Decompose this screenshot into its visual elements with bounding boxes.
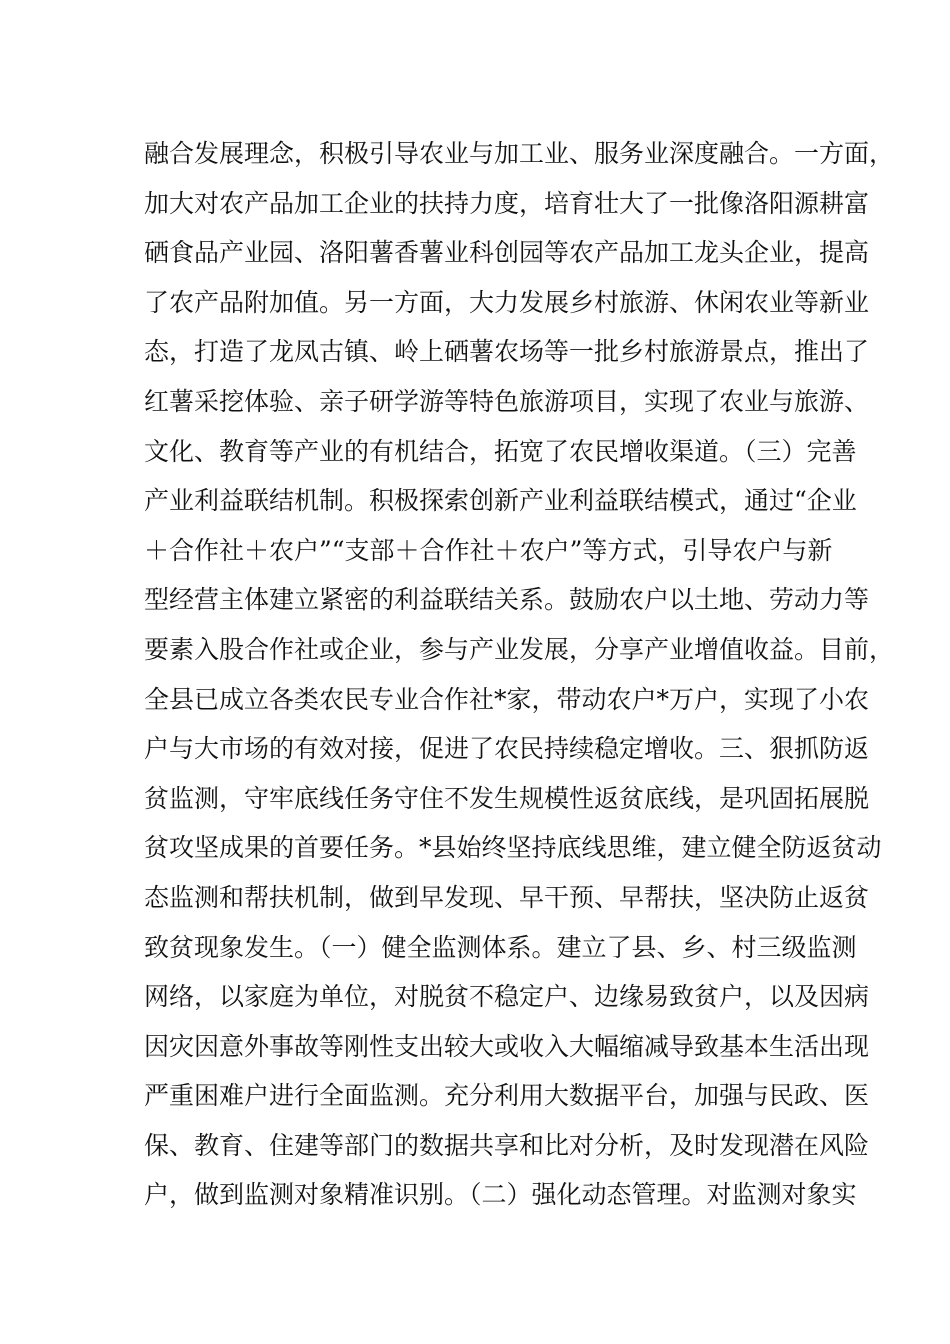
text-line: 型经营主体建立紧密的利益联结关系。鼓励农户以土地、劳动力等 [144,585,870,615]
text-line: 了农产品附加值。另一方面，大力发展乡村旅游、休闲农业等新业 [144,287,870,317]
text-line: 贫攻坚成果的首要任务。*县始终坚持底线思维，建立健全防返贫动 [144,833,882,863]
body-text [144,129,895,1220]
text-line: 态监测和帮扶机制，做到早发现、早干预、早帮扶，坚决防止返贫 [144,882,870,912]
text-line: 硒食品产业园、洛阳薯香薯业科创园等农产品加工龙头企业，提高 [144,238,870,268]
text-line: 文化、教育等产业的有机结合，拓宽了农民增收渠道。（三）完善 [144,436,857,466]
text-line: 产业利益联结机制。积极探索创新产业利益联结模式，通过“企业 [144,486,857,516]
text-line: 贫监测，守牢底线任务守住不发生规模性返贫底线，是巩固拓展脱 [144,783,870,813]
text-line: 全县已成立各类农民专业合作社*家，带动农户*万户，实现了小农 [144,684,870,714]
text-line: 红薯采挖体验、亲子研学游等特色旅游项目，实现了农业与旅游、 [144,386,870,416]
text-line: 融合发展理念，积极引导农业与加工业、服务业深度融合。一方面， [144,139,895,168]
text-line: ＋合作社＋农户”“支部＋合作社＋农户”等方式，引导农户与新 [144,535,833,565]
text-line: 态，打造了龙凤古镇、岭上硒薯农场等一批乡村旅游景点，推出了 [144,337,870,367]
text-line: 要素入股合作社或企业，参与产业发展，分享产业增值收益。目前， [144,634,895,664]
text-line: 保、教育、住建等部门的数据共享和比对分析，及时发现潜在风险 [144,1130,870,1160]
text-line: 致贫现象发生。（一）健全监测体系。建立了县、乡、村三级监测 [144,932,857,962]
text-line: 因灾因意外事故等刚性支出较大或收入大幅缩减导致基本生活出现 [144,1031,870,1061]
text-line: 网络，以家庭为单位，对脱贫不稳定户、边缘易致贫户，以及因病 [144,982,870,1012]
text-line: 户与大市场的有效对接，促进了农民持续稳定增收。三、狠抓防返 [144,734,870,764]
text-line: 严重困难户进行全面监测。充分利用大数据平台，加强与民政、医 [144,1081,870,1111]
text-line: 加大对农产品加工企业的扶持力度，培育壮大了一批像洛阳源耕富 [144,188,870,218]
text-line: 户，做到监测对象精准识别。（二）强化动态管理。对监测对象实 [144,1180,857,1210]
